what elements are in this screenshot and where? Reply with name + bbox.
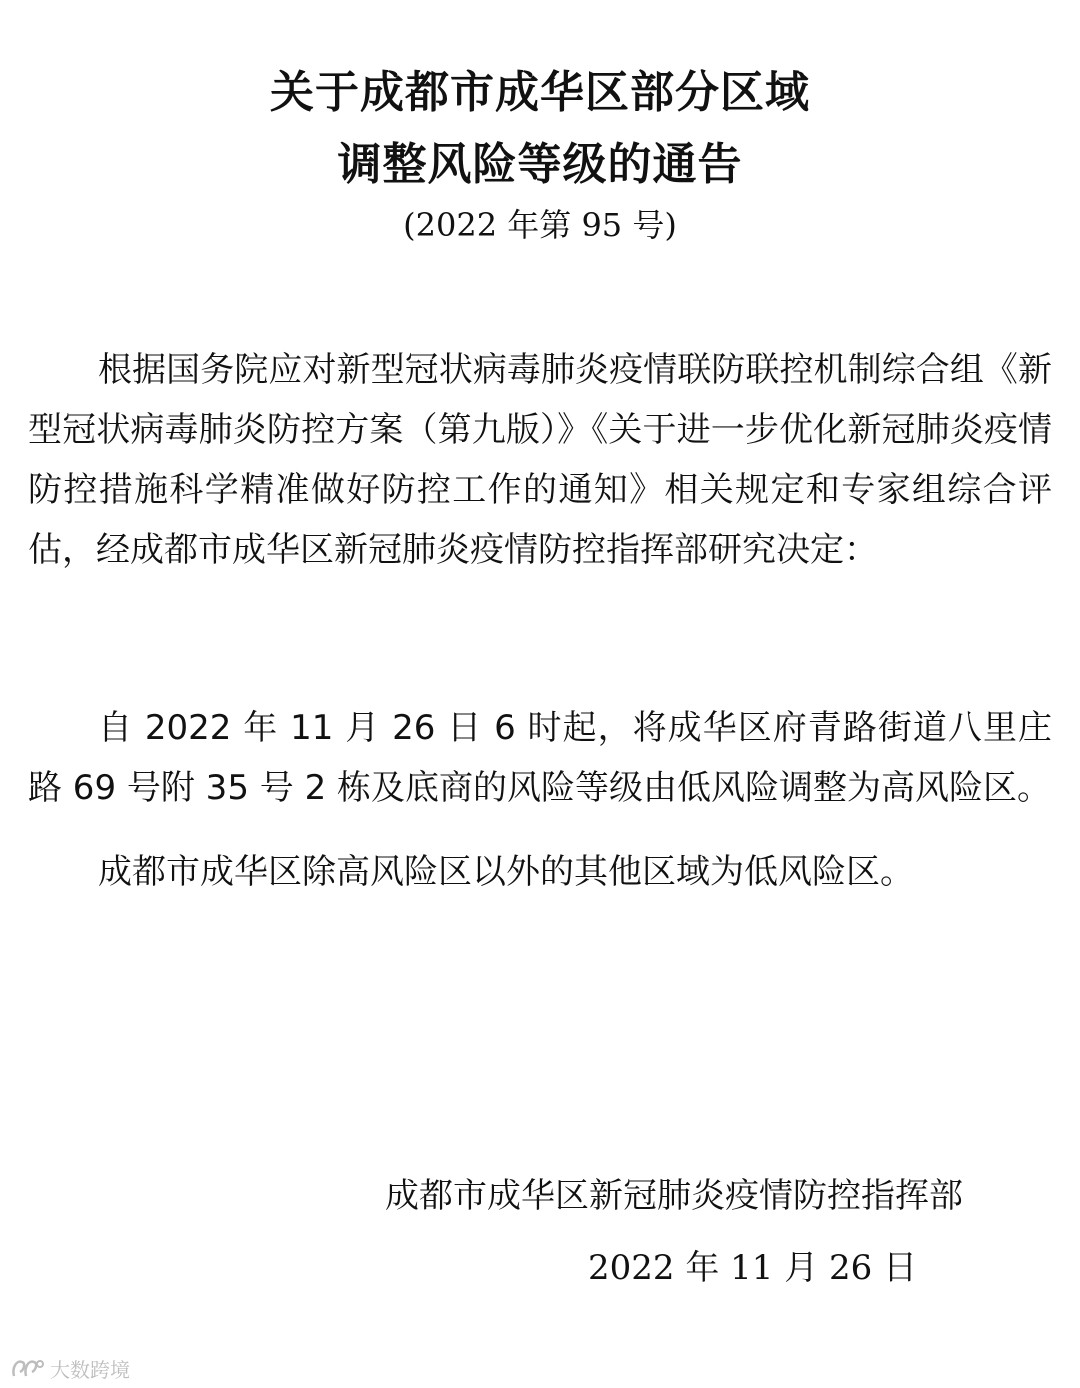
document-title-line-1: 关于成都市成华区部分区域 xyxy=(270,67,810,118)
issuer-signature: 成都市成华区新冠肺炎疫情防控指挥部 xyxy=(385,1176,963,1216)
body-paragraph-3 xyxy=(28,842,1052,902)
issue-date: 2022 年 11 月 26 日 xyxy=(588,1248,918,1288)
body-paragraph-1 xyxy=(28,340,1052,580)
watermark-text: 大数跨境 xyxy=(50,1358,130,1382)
watermark xyxy=(10,1354,130,1383)
paragraph-text: 自 2022 年 11 月 26 日 6 时起，将成华区府青路街道八里庄路 69 号附 35 号 2 栋及底商的风险等级由低风险调整为高风险区。 xyxy=(28,708,1052,808)
logo-icon xyxy=(10,1356,44,1382)
paragraph-text: 根据国务院应对新型冠状病毒肺炎疫情联防联控机制综合组《新型冠状病毒肺炎防控方案（第九版）》《关于进一步优化新冠肺炎疫情防控措施科学精准做好防控工作的通知》相关规定和专家组综合评估，经成都市成华区新冠肺炎疫情防控指挥部研究决定： xyxy=(28,350,1052,570)
paragraph-text: 成都市成华区除高风险区以外的其他区域为低风险区。 xyxy=(98,852,914,892)
document-number: (2022 年第 95 号) xyxy=(403,206,677,244)
document-title-line-2: 调整风险等级的通告 xyxy=(337,139,743,190)
body-paragraph-2 xyxy=(28,698,1052,818)
